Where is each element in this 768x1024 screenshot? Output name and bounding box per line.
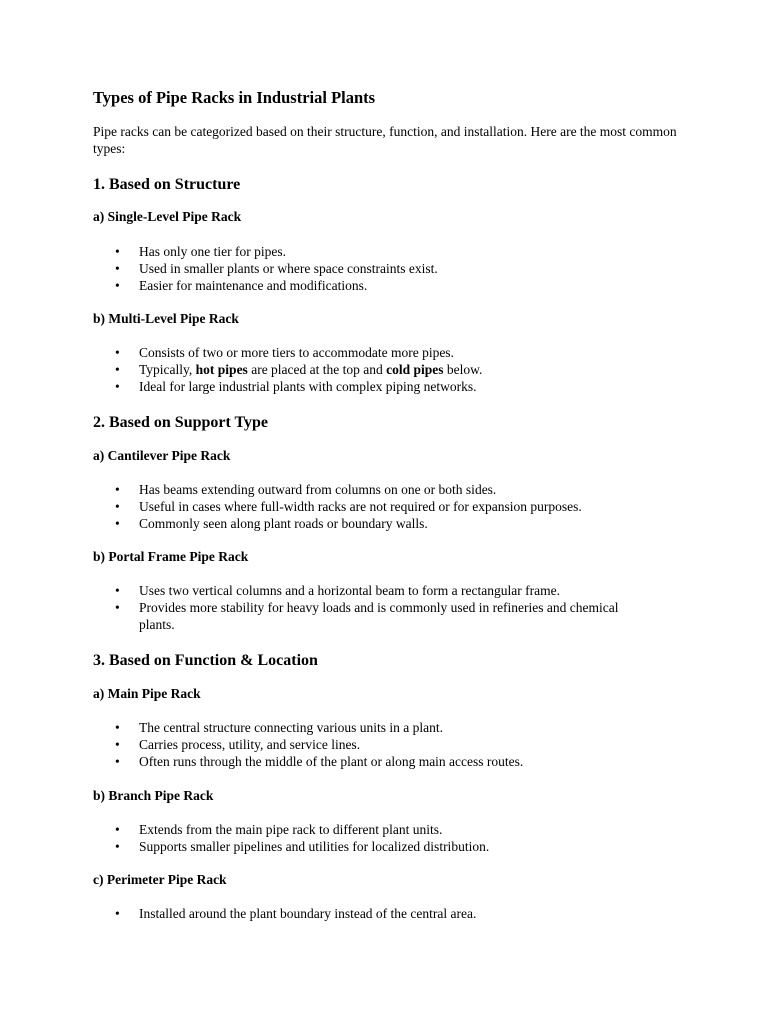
list-item: • Useful in cases where full-width racks are not required or for expansion purposes.	[93, 498, 683, 515]
intro-paragraph: Pipe racks can be categorized based on their structure, function, and installation. Here are the most common types:	[93, 124, 677, 156]
cantilever-list	[93, 481, 683, 532]
section-structure-heading: 1. Based on Structure	[93, 176, 241, 193]
list-item: • Carries process, utility, and service lines.	[93, 736, 683, 753]
list-item: • Has beams extending outward from columns on one or both sides.	[93, 481, 683, 498]
single-level-list	[93, 243, 683, 294]
list-item: • Supports smaller pipelines and utilities for localized distribution.	[93, 838, 683, 855]
bold-text-hot-pipes: hot pipes	[195, 362, 248, 377]
portal-frame-heading: b) Portal Frame Pipe Rack	[93, 549, 249, 564]
list-item: • Has only one tier for pipes.	[93, 243, 683, 260]
single-level-heading: a) Single-Level Pipe Rack	[93, 209, 242, 224]
list-item: • Installed around the plant boundary instead of the central area.	[93, 905, 683, 922]
multi-level-heading: b) Multi-Level Pipe Rack	[93, 311, 239, 326]
perimeter-rack-heading: c) Perimeter Pipe Rack	[93, 872, 227, 887]
list-item: • Ideal for large industrial plants with complex piping networks.	[93, 378, 683, 395]
list-item: • Easier for maintenance and modifications.	[93, 277, 683, 294]
section-function-heading: 3. Based on Function & Location	[93, 652, 318, 669]
document-title: Types of Pipe Racks in Industrial Plants	[93, 88, 376, 107]
text-run: below.	[443, 362, 483, 377]
main-rack-heading: a) Main Pipe Rack	[93, 686, 201, 701]
main-rack-list	[93, 719, 683, 770]
text-run: Typically,	[139, 362, 196, 377]
list-item: • Uses two vertical columns and a horizontal beam to form a rectangular frame.	[93, 582, 683, 599]
branch-rack-heading: b) Branch Pipe Rack	[93, 788, 214, 803]
list-item: • Commonly seen along plant roads or boundary walls.	[93, 515, 683, 532]
section-support-heading: 2. Based on Support Type	[93, 414, 269, 431]
text-run: are placed at the top and	[247, 362, 387, 377]
bold-text-cold-pipes: cold pipes	[386, 362, 444, 377]
list-item: • Extends from the main pipe rack to different plant units.	[93, 821, 683, 838]
portal-frame-list	[93, 582, 683, 633]
list-item: • Often runs through the middle of the plant or along main access routes.	[93, 753, 683, 770]
list-item: • The central structure connecting various units in a plant.	[93, 719, 683, 736]
list-item: • Consists of two or more tiers to accommodate more pipes.	[93, 344, 683, 361]
list-item: • Used in smaller plants or where space constraints exist.	[93, 260, 683, 277]
cantilever-heading: a) Cantilever Pipe Rack	[93, 448, 231, 463]
branch-rack-list	[93, 821, 683, 855]
list-item: • Provides more stability for heavy loads and is commonly used in refineries and chemical plants.	[93, 599, 683, 633]
list-item	[93, 361, 683, 378]
multi-level-list	[93, 344, 683, 395]
perimeter-rack-list	[93, 905, 683, 922]
